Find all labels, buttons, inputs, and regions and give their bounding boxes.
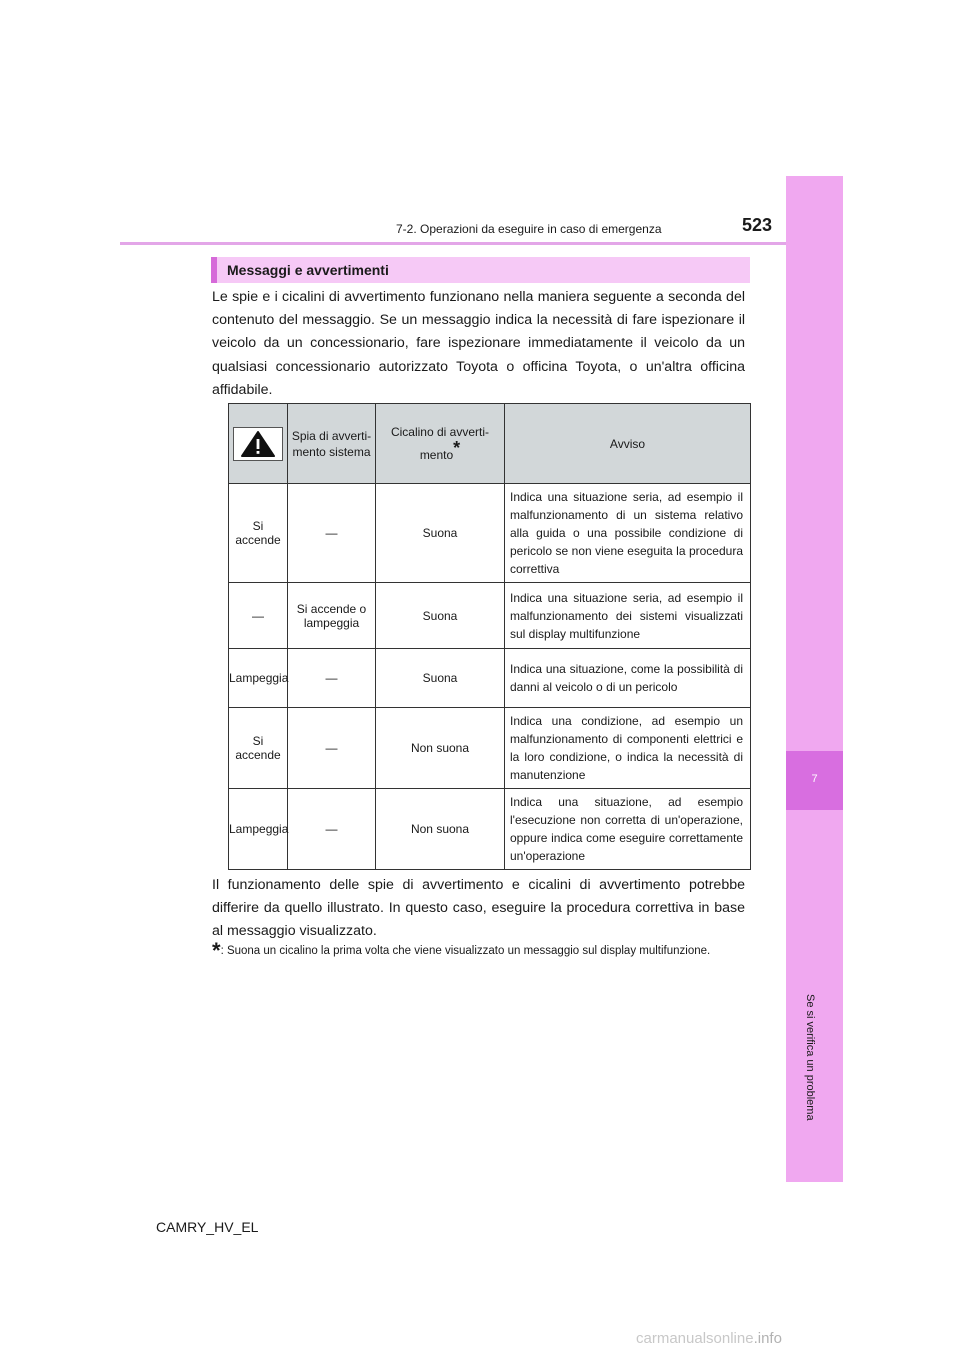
warning-triangle-icon bbox=[233, 427, 283, 461]
header-warning-icon-cell bbox=[229, 404, 288, 484]
header-divider bbox=[120, 242, 786, 245]
chapter-number: 7 bbox=[811, 773, 818, 785]
footnote bbox=[212, 938, 745, 963]
watermark-part1: carmanualsonline bbox=[636, 1330, 754, 1347]
cell-spia-sistema: — bbox=[288, 649, 376, 708]
cell-spia-avvertimento: — bbox=[229, 583, 288, 649]
cell-spia-sistema: Si accende o lampeggia bbox=[288, 583, 376, 649]
document-code: CAMRY_HV_EL bbox=[156, 1219, 259, 1235]
table-row bbox=[229, 583, 751, 649]
cell-avviso: Indica una situazione, ad esempio l'esecuzione non corretta di un'operazione, oppure indica come eseguire correttamente un'operazione bbox=[505, 789, 751, 870]
table-header-row bbox=[229, 404, 751, 484]
after-table-paragraph: Il funzionamento delle spie di avvertimento e cicalini di avvertimento potrebbe differire da quello illustrato. In questo caso, eseguire la procedura correttiva in base al messaggio visualizzato. bbox=[212, 877, 745, 940]
cell-avviso: Indica una situazione seria, ad esempio il malfunzionamento di un sistema relativo alla guida o una possibile condizione di pericolo se non viene eseguita la procedura correttiva bbox=[505, 484, 751, 583]
cell-cicalino: Suona bbox=[376, 649, 505, 708]
cell-spia-avvertimento: Si accende bbox=[229, 484, 288, 583]
cell-spia-avvertimento: Si accende bbox=[229, 708, 288, 789]
cell-spia-avvertimento: Lampeggia bbox=[229, 649, 288, 708]
cell-cicalino: Suona bbox=[376, 583, 505, 649]
cell-cicalino: Non suona bbox=[376, 708, 505, 789]
cell-spia-avvertimento: Lampeggia bbox=[229, 789, 288, 870]
header-title: 7-2. Operazioni da eseguire in caso di emergenza bbox=[396, 222, 662, 236]
warning-table bbox=[228, 403, 751, 870]
chapter-side-tab bbox=[786, 176, 843, 1182]
cell-cicalino: Non suona bbox=[376, 789, 505, 870]
cell-avviso: Indica una situazione seria, ad esempio il malfunzionamento dei sistemi visualizzati sul display multifunzione bbox=[505, 583, 751, 649]
header-avviso: Avviso bbox=[505, 404, 751, 484]
section-heading-text: Messaggi e avvertimenti bbox=[227, 262, 389, 278]
table-row bbox=[229, 789, 751, 870]
cell-spia-sistema: — bbox=[288, 789, 376, 870]
chapter-title: Se si verifica un problema bbox=[804, 994, 816, 1121]
footnote-mark: * bbox=[212, 938, 221, 963]
cell-avviso: Indica una condizione, ad esempio un malfunzionamento di componenti elettrici e la loro condizione, o indica la necessità di manutenzione bbox=[505, 708, 751, 789]
header-cicalino-text: Cicalino di avverti-mento bbox=[390, 425, 490, 462]
cell-cicalino: Suona bbox=[376, 484, 505, 583]
footnote-text: : Suona un cicalino la prima volta che viene visualizzato un messaggio sul display multifunzione. bbox=[220, 945, 711, 957]
intro-paragraph: Le spie e i cicalini di avvertimento funzionano nella maniera seguente a seconda del contenuto del messaggio. Se un messaggio indica la necessità di fare ispezionare il veicolo da un concessionario, fare ispezionare immediatamente il veicolo da un qualsiasi concessionario autorizzato Toyota o officina Toyota, o un'altra officina affidabile. bbox=[212, 289, 745, 398]
table-row bbox=[229, 708, 751, 789]
section-heading bbox=[211, 257, 750, 283]
cell-avviso: Indica una situazione, come la possibilità di danni al veicolo o di un pericolo bbox=[505, 649, 751, 708]
header-cicalino bbox=[376, 404, 505, 484]
header-spia-sistema: Spia di avverti-mento sistema bbox=[288, 404, 376, 484]
table-row bbox=[229, 484, 751, 583]
page-number: 523 bbox=[742, 215, 773, 235]
watermark bbox=[636, 1330, 782, 1347]
cell-spia-sistema: — bbox=[288, 484, 376, 583]
watermark-part2: .info bbox=[753, 1330, 782, 1347]
cell-spia-sistema: — bbox=[288, 708, 376, 789]
asterisk-mark: * bbox=[453, 438, 461, 458]
table-row bbox=[229, 649, 751, 708]
